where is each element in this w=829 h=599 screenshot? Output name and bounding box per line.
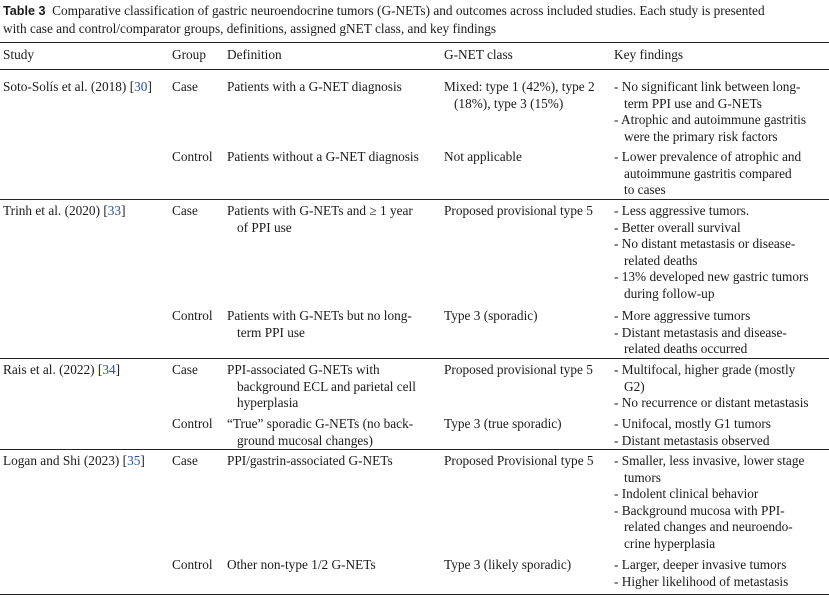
findings-cell — [614, 149, 801, 199]
gnet-class-line: Not applicable — [444, 149, 522, 164]
finding-line: autoimmune gastritis compared — [624, 165, 792, 181]
finding-line: related deaths — [624, 252, 698, 268]
caption-text-line2: with case and control/comparator groups, definitions, assigned gNET class, and key findings — [3, 21, 497, 36]
gnet-class-line: (18%), type 3 (15%) — [454, 95, 564, 111]
definition-cell — [227, 416, 413, 449]
gnet-class-cell — [444, 416, 562, 433]
group-cell: Case — [172, 362, 198, 377]
table-bottom-rule — [0, 594, 829, 595]
header-study: Study — [3, 47, 35, 62]
finding-line: - Higher likelihood of metastasis — [614, 573, 789, 589]
row-divider — [0, 199, 829, 200]
group-cell: Case — [172, 79, 198, 94]
header-rule — [0, 69, 829, 70]
findings-cell — [614, 557, 788, 590]
definition-cell — [227, 308, 412, 341]
study-cell: Logan and Shi (2023) [35] — [3, 453, 145, 468]
gnet-class-line: Type 3 (likely sporadic) — [444, 557, 572, 572]
gnet-class-line: Proposed provisional type 5 — [444, 203, 593, 218]
definition-line: of PPI use — [237, 219, 292, 235]
gnet-class-cell — [444, 362, 593, 379]
findings-cell — [614, 362, 809, 412]
definition-line: Patients with G-NETs and ≥ 1 year — [227, 203, 413, 218]
finding-line: - Distant metastasis observed — [614, 432, 770, 448]
findings-cell — [614, 79, 806, 145]
reference-link[interactable]: 30 — [134, 79, 148, 94]
finding-line: - Background mucosa with PPI- — [614, 502, 785, 518]
finding-line: G2) — [624, 378, 645, 394]
study-cell: Soto-Solís et al. (2018) [30] — [3, 79, 152, 94]
definition-line: Other non-type 1/2 G-NETs — [227, 557, 376, 572]
table-top-rule — [0, 42, 829, 43]
gnet-class-cell — [444, 149, 522, 166]
gnet-class-line: Type 3 (sporadic) — [444, 308, 538, 323]
finding-line: - Indolent clinical behavior — [614, 486, 759, 501]
finding-line: - Smaller, less invasive, lower stage — [614, 453, 805, 468]
findings-cell — [614, 203, 809, 302]
finding-line: to cases — [624, 182, 666, 197]
header-group: Group — [172, 47, 206, 62]
definition-line: “True” sporadic G-NETs (no back- — [227, 416, 414, 431]
finding-line: - More aggressive tumors — [614, 308, 751, 323]
table-caption — [3, 2, 823, 38]
definition-line: Patients without a G-NET diagnosis — [227, 149, 419, 164]
caption-text-line1: Comparative classification of gastric neuroendocrine tumors (G-NETs) and outcomes across included studies. Each study is presented — [52, 3, 765, 18]
definition-cell — [227, 453, 393, 470]
definition-line: PPI/gastrin-associated G-NETs — [227, 453, 393, 468]
gnet-class-cell — [444, 453, 594, 470]
definition-cell — [227, 203, 413, 236]
finding-line: - No significant link between long- — [614, 79, 801, 94]
group-cell: Case — [172, 203, 198, 218]
findings-cell — [614, 308, 787, 358]
group-cell: Control — [172, 557, 213, 572]
definition-cell — [227, 79, 402, 96]
definition-line: term PPI use — [237, 324, 305, 340]
finding-line: - Lower prevalence of atrophic and — [614, 149, 802, 164]
reference-link[interactable]: 35 — [127, 453, 141, 468]
finding-line: during follow-up — [624, 285, 715, 301]
findings-cell — [614, 416, 771, 449]
group-cell: Control — [172, 308, 213, 323]
header-gnet-class: G-NET class — [444, 47, 513, 62]
row-divider — [0, 358, 829, 359]
gnet-class-cell — [444, 308, 538, 325]
finding-line: crine hyperplasia — [624, 535, 716, 551]
study-name: Logan and Shi (2023) — [3, 453, 120, 468]
definition-line: hyperplasia — [237, 395, 299, 410]
finding-line: - Less aggressive tumors. — [614, 203, 750, 218]
gnet-class-line: Proposed Provisional type 5 — [444, 453, 594, 468]
gnet-class-line: Mixed: type 1 (42%), type 2 — [444, 79, 595, 94]
definition-cell — [227, 557, 376, 574]
finding-line: were the primary risk factors — [624, 128, 778, 144]
gnet-class-line: Proposed provisional type 5 — [444, 362, 593, 377]
row-divider — [0, 449, 829, 450]
study-cell: Rais et al. (2022) [34] — [3, 362, 121, 377]
finding-line: - Unifocal, mostly G1 tumors — [614, 416, 771, 431]
gnet-class-cell — [444, 203, 593, 220]
definition-line: ground mucosal changes) — [237, 432, 373, 448]
finding-line: - No recurrence or distant metastasis — [614, 395, 809, 410]
study-cell: Trinh et al. (2020) [33] — [3, 203, 126, 218]
finding-line: - Distant metastasis and disease- — [614, 324, 787, 340]
definition-cell — [227, 149, 419, 166]
table-label: Table 3 — [3, 4, 46, 18]
finding-line: - Multifocal, higher grade (mostly — [614, 362, 796, 377]
definition-line: PPI-associated G-NETs with — [227, 362, 380, 377]
finding-line: related deaths occurred — [624, 341, 748, 356]
header-definition: Definition — [227, 47, 282, 62]
finding-line: - 13% developed new gastric tumors — [614, 269, 809, 284]
group-cell: Case — [172, 453, 198, 468]
definition-line: background ECL and parietal cell — [237, 378, 416, 394]
study-name: Rais et al. (2022) — [3, 362, 95, 377]
group-cell: Control — [172, 149, 213, 164]
gnet-class-cell — [444, 557, 571, 574]
finding-line: related changes and neuroendo- — [624, 519, 793, 534]
findings-cell — [614, 453, 804, 552]
reference-link[interactable]: 34 — [102, 362, 116, 377]
definition-cell — [227, 362, 416, 412]
reference-link[interactable]: 33 — [107, 203, 122, 218]
finding-line: - Atrophic and autoimmune gastritis — [614, 112, 807, 127]
finding-line: - No distant metastasis or disease- — [614, 236, 796, 251]
finding-line: tumors — [624, 469, 661, 485]
header-key-findings: Key findings — [614, 47, 684, 62]
study-name: Soto-Solís et al. (2018) — [3, 79, 127, 94]
definition-line: Patients with a G-NET diagnosis — [227, 79, 402, 94]
study-name: Trinh et al. (2020) — [3, 203, 101, 218]
finding-line: - Larger, deeper invasive tumors — [614, 557, 787, 572]
group-cell: Control — [172, 416, 213, 431]
definition-line: Patients with G-NETs but no long- — [227, 308, 412, 323]
finding-line: - Better overall survival — [614, 219, 741, 235]
finding-line: term PPI use and G-NETs — [624, 95, 762, 111]
gnet-class-line: Type 3 (true sporadic) — [444, 416, 562, 431]
gnet-class-cell — [444, 79, 595, 112]
